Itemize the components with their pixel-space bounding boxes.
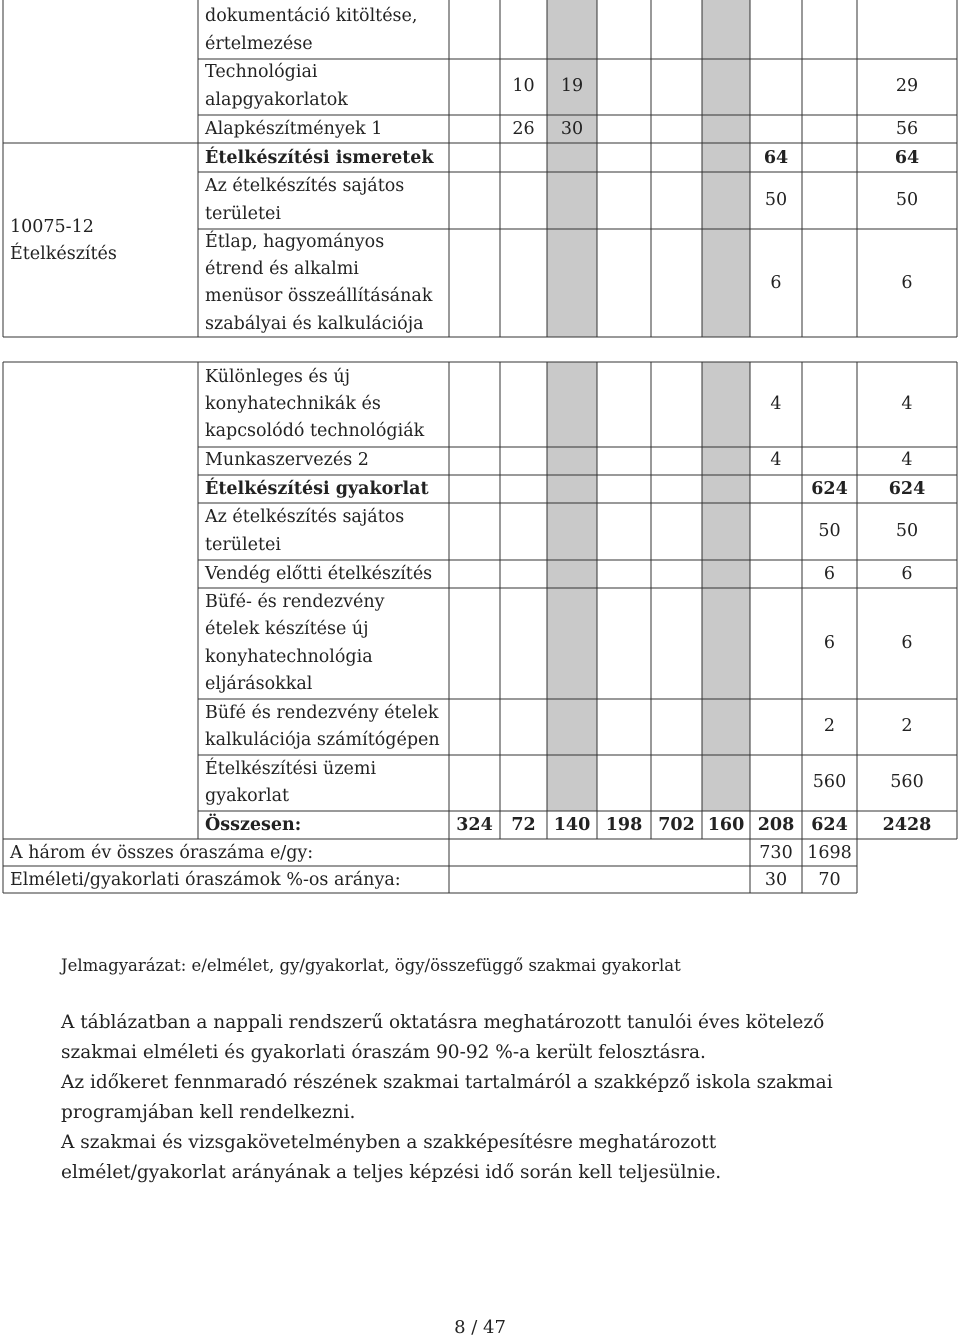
shaded-column-a1 bbox=[547, 0, 597, 337]
cell-value: 50 bbox=[764, 190, 788, 210]
paragraph-line: A szakmai és vizsgakövetelményben a szakképesítésre meghatározott bbox=[61, 1132, 717, 1153]
cell-value: 19 bbox=[560, 76, 584, 96]
totals-value: 198 bbox=[605, 815, 643, 835]
totals-label: Összesen: bbox=[205, 815, 302, 835]
page-number: 8 / 47 bbox=[454, 1317, 506, 1338]
row-label-line: Technológiai bbox=[205, 62, 318, 82]
shaded-column-b2 bbox=[702, 362, 750, 811]
cell-value: 6 bbox=[823, 564, 836, 584]
cell-value: 6 bbox=[770, 273, 782, 293]
row-label-line: Az ételkészítés sajátos bbox=[205, 507, 405, 527]
row-label-line: területei bbox=[205, 204, 281, 224]
row-label-line: konyhatechnikák és bbox=[205, 394, 381, 414]
row-label-line: területei bbox=[205, 535, 281, 555]
cell-value: 6 bbox=[823, 633, 836, 653]
cell-total: 29 bbox=[895, 76, 919, 96]
row-label-line: Ételkészítési üzemi bbox=[205, 759, 377, 779]
cell-total: 6 bbox=[901, 633, 913, 653]
cell-total: 50 bbox=[895, 190, 919, 210]
cell-value: 64 bbox=[763, 148, 789, 168]
row-label-line: kapcsolódó technológiák bbox=[205, 421, 425, 441]
cell-value: 4 bbox=[770, 394, 782, 414]
summary-label: A három év összes óraszáma e/gy: bbox=[10, 843, 314, 863]
row-label-line: ételek készítése új bbox=[205, 619, 369, 639]
cell-total: 64 bbox=[894, 148, 920, 168]
module-name: Ételkészítés bbox=[10, 244, 117, 264]
row-label-line: konyhatechnológia bbox=[205, 647, 373, 667]
row-label-line: Alapkészítmények 1 bbox=[205, 119, 383, 139]
row-label-line: Ételkészítési ismeretek bbox=[205, 148, 434, 168]
cell-total: 4 bbox=[901, 394, 913, 414]
row-label-line: Ételkészítési gyakorlat bbox=[205, 479, 429, 499]
cell-total: 2 bbox=[901, 716, 913, 736]
cell-value: 2 bbox=[823, 716, 836, 736]
row-label-line: értelmezése bbox=[205, 34, 313, 54]
row-label-line: szabályai és kalkulációja bbox=[205, 314, 424, 334]
legend: Jelmagyarázat: e/elmélet, gy/gyakorlat, ögy/összefüggő szakmai gyakorlat bbox=[61, 956, 681, 975]
row-label-line: alapgyakorlatok bbox=[205, 90, 348, 110]
cell-total: 4 bbox=[901, 450, 913, 470]
summary-value: 730 bbox=[759, 843, 793, 863]
row-label-line: Munkaszervezés 2 bbox=[205, 450, 369, 470]
row-label-line: kalkulációja számítógépen bbox=[205, 730, 440, 750]
totals-value: 160 bbox=[707, 815, 745, 835]
cell-value: 26 bbox=[512, 119, 535, 139]
paragraph-3 bbox=[61, 1128, 899, 1218]
row-label-line: menüsor összeállításának bbox=[205, 286, 433, 306]
cell-value: 624 bbox=[811, 479, 848, 499]
summary-value: 1698 bbox=[807, 843, 852, 863]
summary-value: 30 bbox=[764, 870, 788, 890]
row-label-line: Az ételkészítés sajátos bbox=[205, 176, 405, 196]
row-label-line: Vendég előtti ételkészítés bbox=[205, 564, 433, 584]
cell-value: 560 bbox=[812, 772, 847, 792]
shaded-column-b1 bbox=[547, 362, 597, 811]
summary-label: Elméleti/gyakorlati óraszámok %-os aránya: bbox=[10, 870, 401, 890]
row-label-line: Büfé és rendezvény ételek bbox=[205, 703, 439, 723]
cell-value: 50 bbox=[818, 521, 841, 541]
totals-value: 208 bbox=[757, 815, 795, 835]
totals-value: 140 bbox=[553, 815, 591, 835]
row-label-line: Büfé- és rendezvény bbox=[205, 592, 385, 612]
row-label-line: Különleges és új bbox=[205, 367, 351, 387]
cell-value: 4 bbox=[770, 450, 782, 470]
totals-value: 2428 bbox=[882, 815, 932, 835]
cell-total: 6 bbox=[901, 273, 913, 293]
totals-value: 624 bbox=[811, 815, 848, 835]
paragraph-line: A táblázatban a nappali rendszerű oktatásra meghatározott tanulói éves kötelező bbox=[61, 1012, 825, 1033]
cell-value: 10 bbox=[512, 76, 535, 96]
paragraph-line: Az időkeret fennmaradó részének szakmai tartalmáról a szakképző iskola szakmai bbox=[61, 1072, 833, 1093]
shaded-column-a2 bbox=[702, 0, 750, 337]
paragraph-line: programjában kell rendelkezni. bbox=[61, 1102, 356, 1123]
cell-value: 30 bbox=[560, 119, 584, 139]
totals-value: 324 bbox=[456, 815, 493, 835]
row-label-line: Étlap, hagyományos bbox=[205, 232, 385, 252]
row-label-line: eljárásokkal bbox=[205, 674, 313, 694]
paragraph-line: szakmai elméleti és gyakorlati óraszám 90-92 %-a került felosztásra. bbox=[61, 1042, 706, 1063]
row-label-line: dokumentáció kitöltése, bbox=[205, 6, 418, 26]
cell-total: 624 bbox=[888, 479, 926, 499]
row-label-line: étrend és alkalmi bbox=[205, 259, 359, 279]
totals-value: 72 bbox=[511, 815, 536, 835]
cell-total: 56 bbox=[895, 119, 919, 139]
module-code: 10075-12 bbox=[10, 217, 94, 237]
row-label-line: gyakorlat bbox=[205, 786, 290, 806]
summary-value: 70 bbox=[818, 870, 841, 890]
cell-total: 50 bbox=[895, 521, 919, 541]
cell-total: 560 bbox=[890, 772, 924, 792]
paragraph-line: elmélet/gyakorlat arányának a teljes képzési idő során kell teljesülnie. bbox=[61, 1162, 722, 1183]
cell-total: 6 bbox=[901, 564, 913, 584]
totals-value: 702 bbox=[658, 815, 695, 835]
